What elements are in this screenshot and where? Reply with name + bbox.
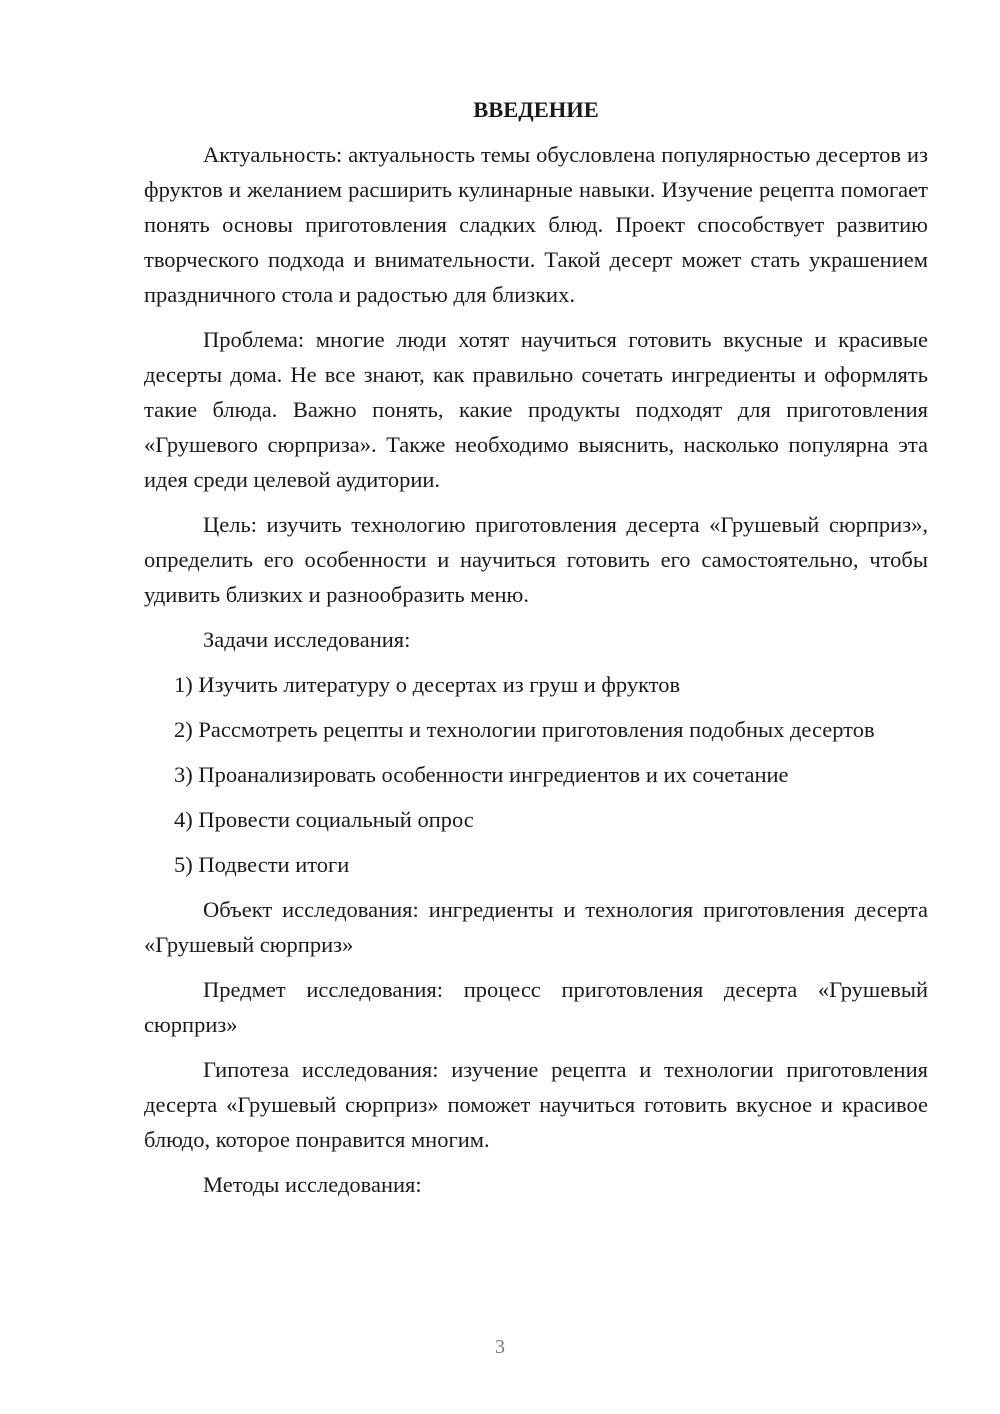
section-heading: ВВЕДЕНИЕ	[473, 97, 599, 122]
task-item-2: 2) Рассмотреть рецепты и технологии приготовления подобных десертов	[174, 717, 875, 742]
paragraph-methods-title: Методы исследования:	[203, 1172, 422, 1197]
page-content	[144, 92, 928, 1212]
paragraph-goal: Цель: изучить технологию приготовления десерта «Грушевый сюрприз», определить его особенности и научиться готовить его самостоятельно, чтобы удивить близких и разнообразить меню.	[144, 512, 928, 607]
task-item-3: 3) Проанализировать особенности ингредиентов и их сочетание	[174, 762, 789, 787]
paragraph-problem: Проблема: многие люди хотят научиться готовить вкусные и красивые десерты дома. Не все знают, как правильно сочетать ингредиенты и оформлять такие блюда. Важно понять, какие продукты подходят для приготовления «Грушевого сюрприза». Также необходимо выяснить, насколько популярна эта идея среди целевой аудитории.	[144, 327, 928, 492]
task-item-4: 4) Провести социальный опрос	[174, 807, 474, 832]
task-item-5: 5) Подвести итоги	[174, 852, 350, 877]
task-item-1: 1) Изучить литературу о десертах из груш и фруктов	[174, 672, 681, 697]
page-number: 3	[495, 1336, 505, 1358]
paragraph-relevance: Актуальность: актуальность темы обусловлена популярностью десертов из фруктов и желанием расширить кулинарные навыки. Изучение рецепта помогает понять основы приготовления сладких блюд. Проект способствует развитию творческого подхода и внимательности. Такой десерт может стать украшением праздничного стола и радостью для близких.	[144, 142, 928, 307]
paragraph-tasks-title: Задачи исследования:	[203, 627, 411, 652]
paragraph-hypothesis: Гипотеза исследования: изучение рецепта и технологии приготовления десерта «Грушевый сюрприз» поможет научиться готовить вкусное и красивое блюдо, которое понравится многим.	[144, 1057, 928, 1152]
paragraph-object: Объект исследования: ингредиенты и технология приготовления десерта «Грушевый сюрприз»	[144, 897, 928, 957]
paragraph-subject: Предмет исследования: процесс приготовления десерта «Грушевый сюрприз»	[144, 977, 928, 1037]
